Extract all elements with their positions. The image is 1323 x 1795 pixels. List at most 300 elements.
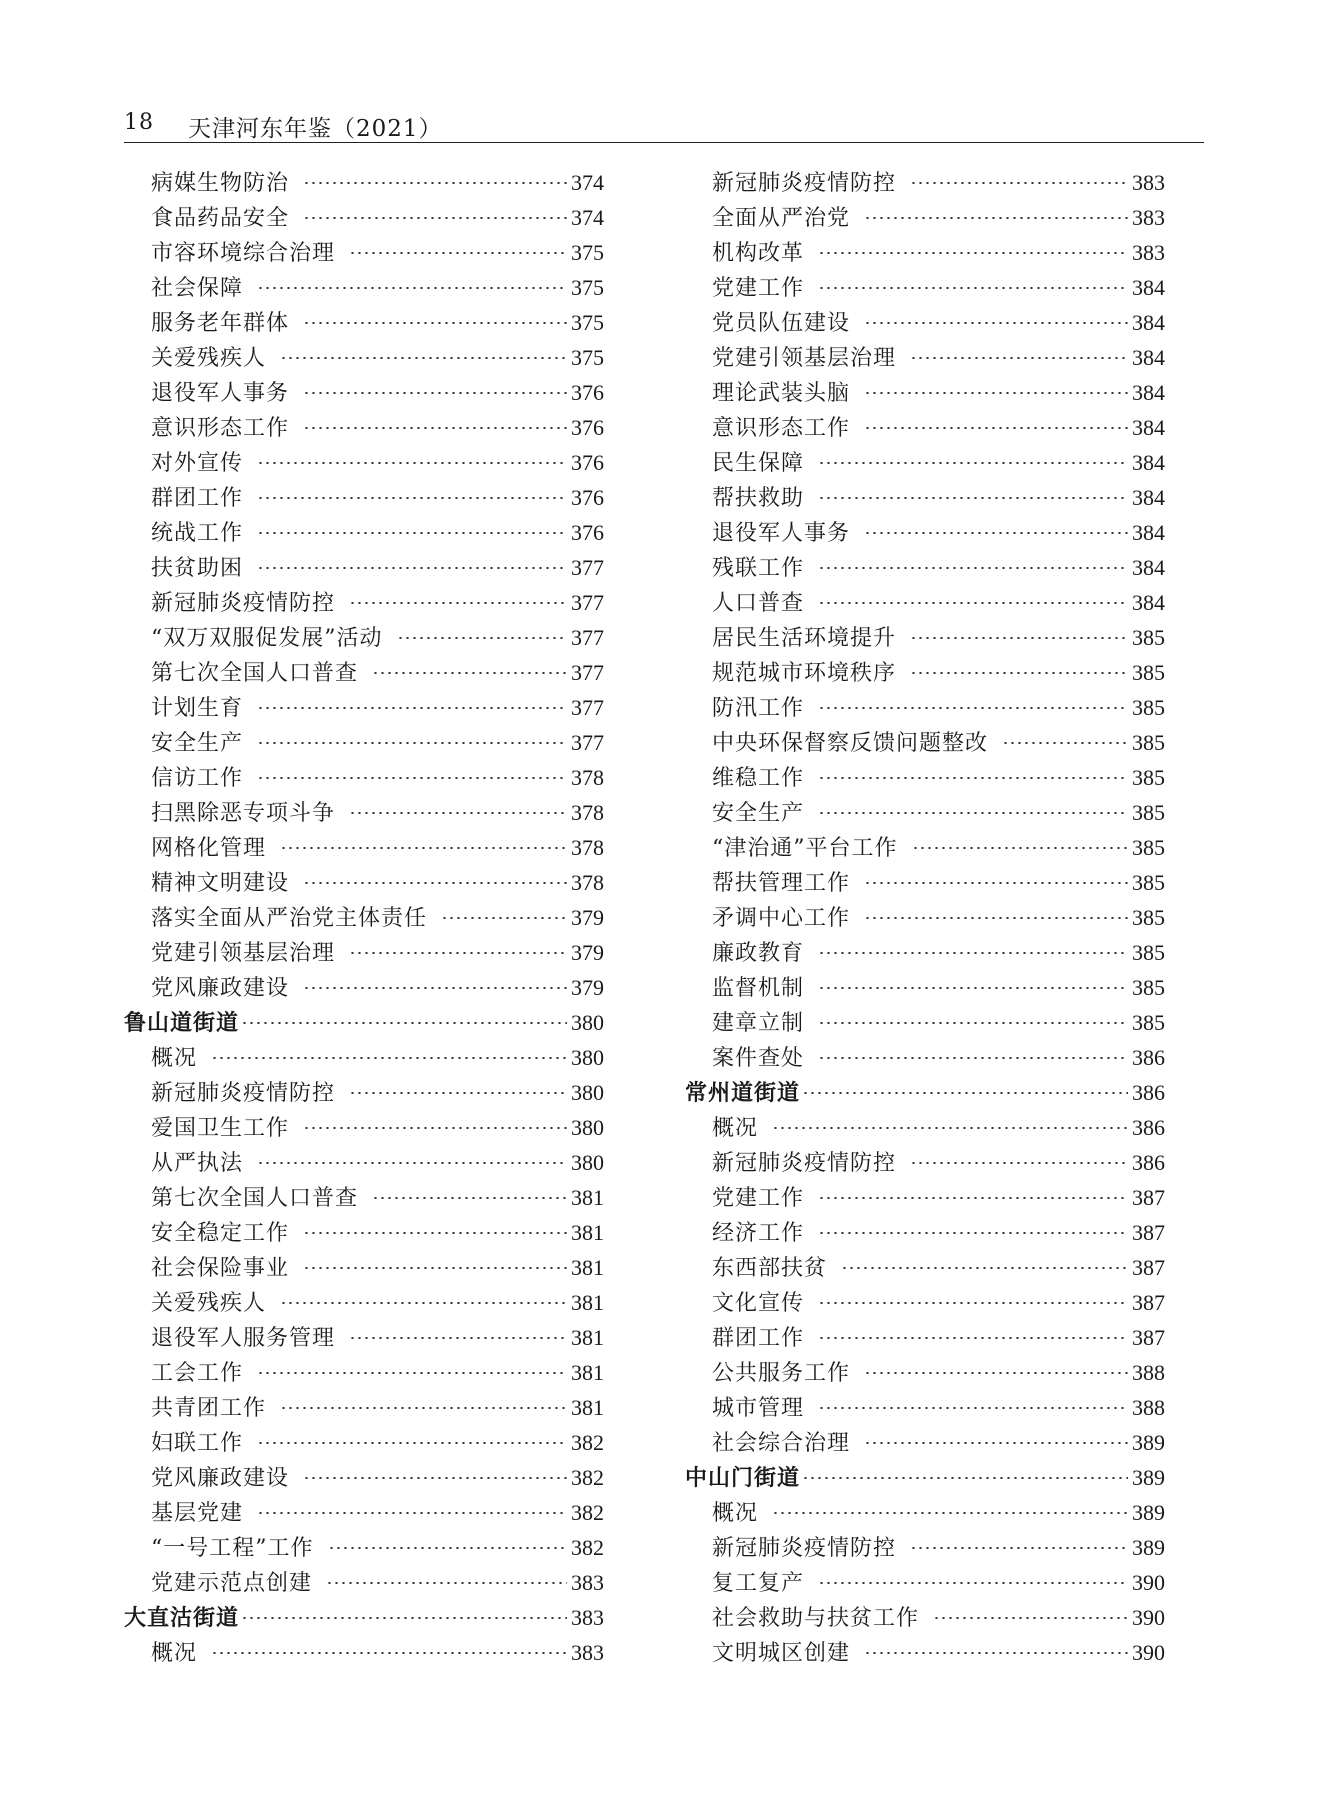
toc-entry-title: 群团工作	[151, 486, 244, 511]
toc-entry-title: 安全生产	[151, 731, 244, 756]
toc-entry-title: 党建引领基层治理	[151, 941, 336, 966]
dot-leader	[303, 392, 567, 394]
toc-entry-title: 妇联工作	[151, 1431, 244, 1456]
dot-leader	[864, 217, 1128, 219]
toc-entry[interactable]	[685, 1530, 1165, 1565]
toc-entry[interactable]	[685, 725, 1165, 760]
toc-entry[interactable]	[685, 480, 1165, 515]
toc-entry-page: 387	[1132, 1185, 1165, 1210]
toc-entry-page: 389	[1132, 1465, 1165, 1490]
toc-entry-page: 381	[571, 1255, 604, 1280]
toc-entry-title: 退役军人事务	[712, 521, 851, 546]
toc-entry-title: “一号工程”工作	[151, 1536, 314, 1561]
toc-entry[interactable]	[124, 1390, 604, 1425]
dot-leader	[328, 1547, 568, 1549]
toc-entry[interactable]	[124, 760, 604, 795]
dot-leader	[818, 252, 1128, 254]
toc-entry-page: 385	[1132, 765, 1165, 790]
toc-entry-page: 384	[1132, 380, 1165, 405]
toc-entry[interactable]	[124, 550, 604, 585]
toc-entry-title: “津治通”平台工作	[712, 836, 898, 861]
toc-entry[interactable]	[685, 1355, 1165, 1390]
toc-entry-title: 大直沽街道	[124, 1605, 240, 1631]
toc-entry-title: 统战工作	[151, 521, 244, 546]
toc-entry-title: 新冠肺炎疫情防控	[712, 1536, 897, 1561]
toc-entry[interactable]	[124, 445, 604, 480]
toc-entry[interactable]	[685, 1005, 1165, 1040]
toc-entry-page: 384	[1132, 520, 1165, 545]
toc-entry-page: 376	[571, 520, 604, 545]
toc-entry-page: 381	[571, 1325, 604, 1350]
dot-leader	[372, 672, 567, 674]
toc-entry-title: 安全生产	[712, 801, 805, 826]
toc-entry[interactable]	[685, 550, 1165, 585]
toc-entry-page: 381	[571, 1220, 604, 1245]
toc-entry[interactable]	[124, 1530, 604, 1565]
toc-entry-page: 384	[1132, 450, 1165, 475]
dot-leader	[818, 777, 1128, 779]
toc-entry[interactable]	[685, 935, 1165, 970]
toc-entry[interactable]	[124, 1495, 604, 1530]
dot-leader	[818, 812, 1128, 814]
toc-entry-title: 基层党建	[151, 1501, 244, 1526]
dot-leader	[864, 917, 1128, 919]
toc-entry-title: 第七次全国人口普查	[151, 661, 359, 686]
toc-entry[interactable]	[685, 445, 1165, 480]
dot-leader	[864, 392, 1128, 394]
dot-leader	[802, 1477, 1128, 1479]
toc-entry-page: 387	[1132, 1325, 1165, 1350]
page-number: 18	[124, 110, 154, 135]
toc-entry-page: 377	[571, 625, 604, 650]
toc-entry[interactable]	[685, 1320, 1165, 1355]
toc-entry-title: 工会工作	[151, 1361, 244, 1386]
dot-leader	[910, 182, 1128, 184]
toc-entry-page: 384	[1132, 590, 1165, 615]
dot-leader	[910, 637, 1128, 639]
toc-entry-title: 计划生育	[151, 696, 244, 721]
dot-leader	[818, 1337, 1128, 1339]
toc-entry-title: 复工复产	[712, 1571, 805, 1596]
toc-entry-page: 379	[571, 940, 604, 965]
toc-entry[interactable]	[124, 865, 604, 900]
toc-entry-page: 390	[1132, 1605, 1165, 1630]
toc-entry-page: 375	[571, 275, 604, 300]
toc-entry-page: 375	[571, 345, 604, 370]
toc-entry-title: 社会救助与扶贫工作	[712, 1606, 920, 1631]
toc-entry-title: 常州道街道	[685, 1080, 801, 1106]
toc-entry-title: 党员队伍建设	[712, 311, 851, 336]
toc-entry-page: 388	[1132, 1360, 1165, 1385]
toc-entry-page: 383	[571, 1605, 604, 1630]
dot-leader	[864, 1372, 1128, 1374]
toc-entry-title: 人口普查	[712, 591, 805, 616]
toc-entry-page: 384	[1132, 485, 1165, 510]
toc-entry-page: 375	[571, 310, 604, 335]
toc-entry-title: 服务老年群体	[151, 311, 290, 336]
toc-entry[interactable]	[124, 1320, 604, 1355]
dot-leader	[257, 1442, 567, 1444]
toc-entry-title: 中山门街道	[685, 1465, 801, 1491]
toc-entry[interactable]	[124, 1355, 604, 1390]
toc-entry-title: 居民生活环境提升	[712, 626, 897, 651]
toc-entry-title: 经济工作	[712, 1221, 805, 1246]
toc-entry[interactable]	[685, 235, 1165, 270]
toc-entry[interactable]	[685, 1040, 1165, 1075]
toc-entry[interactable]	[124, 340, 604, 375]
toc-entry-title: 民生保障	[712, 451, 805, 476]
toc-section-entry[interactable]	[685, 1460, 1165, 1495]
toc-entry-title: 共青团工作	[151, 1396, 267, 1421]
dot-leader	[303, 1232, 567, 1234]
dot-leader	[772, 1127, 1128, 1129]
toc-entry[interactable]	[124, 1145, 604, 1180]
toc-entry-page: 374	[571, 205, 604, 230]
toc-entry[interactable]	[124, 305, 604, 340]
dot-leader	[818, 497, 1128, 499]
toc-entry-page: 379	[571, 905, 604, 930]
toc-entry-page: 381	[571, 1395, 604, 1420]
toc-entry-page: 381	[571, 1185, 604, 1210]
dot-leader	[349, 602, 567, 604]
toc-entry-title: 对外宣传	[151, 451, 244, 476]
toc-entry-title: 概况	[712, 1501, 759, 1526]
dot-leader	[280, 1302, 567, 1304]
toc-entry-page: 385	[1132, 660, 1165, 685]
toc-entry[interactable]	[124, 1460, 604, 1495]
toc-entry-title: 理论武装头脑	[712, 381, 851, 406]
toc-entry-page: 385	[1132, 800, 1165, 825]
toc-entry-page: 378	[571, 870, 604, 895]
toc-entry-page: 384	[1132, 275, 1165, 300]
toc-entry-title: 规范城市环境秩序	[712, 661, 897, 686]
toc-entry[interactable]	[124, 1565, 604, 1600]
dot-leader	[910, 1162, 1128, 1164]
toc-entry[interactable]	[124, 1040, 604, 1075]
toc-entry-page: 388	[1132, 1395, 1165, 1420]
toc-entry-page: 376	[571, 415, 604, 440]
toc-entry-page: 384	[1132, 555, 1165, 580]
toc-entry[interactable]	[685, 1215, 1165, 1250]
toc-entry[interactable]	[685, 1110, 1165, 1145]
toc-entry[interactable]	[124, 235, 604, 270]
toc-entry[interactable]	[124, 830, 604, 865]
toc-entry-page: 385	[1132, 625, 1165, 650]
toc-entry-page: 380	[571, 1150, 604, 1175]
toc-entry[interactable]	[124, 200, 604, 235]
toc-entry[interactable]	[685, 515, 1165, 550]
toc-entry-page: 377	[571, 660, 604, 685]
toc-entry-page: 374	[571, 170, 604, 195]
toc-entry-page: 380	[571, 1045, 604, 1070]
toc-entry[interactable]	[685, 795, 1165, 830]
toc-entry-title: 病媒生物防治	[151, 171, 290, 196]
dot-leader	[257, 777, 567, 779]
toc-entry[interactable]	[685, 830, 1165, 865]
toc-entry[interactable]	[685, 1250, 1165, 1285]
dot-leader	[772, 1512, 1128, 1514]
toc-entry-title: 扫黑除恶专项斗争	[151, 801, 336, 826]
toc-entry[interactable]	[685, 1180, 1165, 1215]
dot-leader	[841, 1267, 1128, 1269]
toc-entry-page: 387	[1132, 1290, 1165, 1315]
dot-leader	[326, 1582, 567, 1584]
dot-leader	[910, 357, 1128, 359]
dot-leader	[303, 882, 567, 884]
dot-leader	[257, 1372, 567, 1374]
toc-entry[interactable]	[685, 585, 1165, 620]
toc-entry[interactable]	[124, 725, 604, 760]
toc-entry[interactable]	[685, 1635, 1165, 1670]
toc-entry[interactable]	[124, 1635, 604, 1670]
toc-entry-title: 食品药品安全	[151, 206, 290, 231]
dot-leader	[818, 987, 1128, 989]
toc-section-entry[interactable]	[124, 1600, 604, 1635]
toc-entry-page: 382	[571, 1500, 604, 1525]
toc-entry-page: 383	[1132, 205, 1165, 230]
toc-entry[interactable]	[124, 1250, 604, 1285]
toc-entry-title: 帮扶管理工作	[712, 871, 851, 896]
toc-entry-page: 390	[1132, 1570, 1165, 1595]
dot-leader	[303, 322, 567, 324]
dot-leader	[818, 287, 1128, 289]
toc-entry[interactable]	[124, 1110, 604, 1145]
toc-entry-page: 383	[1132, 170, 1165, 195]
dot-leader	[349, 1092, 567, 1094]
toc-entry-title: 机构改革	[712, 241, 805, 266]
toc-entry[interactable]	[685, 165, 1165, 200]
dot-leader	[257, 497, 567, 499]
toc-entry[interactable]	[685, 410, 1165, 445]
toc-entry-page: 390	[1132, 1640, 1165, 1665]
dot-leader	[372, 1197, 567, 1199]
dot-leader	[818, 952, 1128, 954]
toc-entry[interactable]	[685, 865, 1165, 900]
dot-leader	[818, 1302, 1128, 1304]
toc-entry-title: 概况	[151, 1046, 198, 1071]
dot-leader	[818, 1407, 1128, 1409]
toc-entry-title: “双万双服促发展”活动	[151, 626, 383, 651]
toc-entry[interactable]	[124, 795, 604, 830]
toc-entry[interactable]	[124, 1215, 604, 1250]
toc-entry-page: 377	[571, 590, 604, 615]
toc-entry[interactable]	[124, 585, 604, 620]
toc-entry-page: 382	[571, 1465, 604, 1490]
toc-entry-title: 概况	[712, 1116, 759, 1141]
toc-entry-title: 建章立制	[712, 1011, 805, 1036]
toc-entry[interactable]	[124, 515, 604, 550]
toc-entry[interactable]	[685, 900, 1165, 935]
toc-entry-title: 新冠肺炎疫情防控	[712, 1151, 897, 1176]
toc-entry[interactable]	[685, 1600, 1165, 1635]
toc-section-entry[interactable]	[685, 1075, 1165, 1110]
dot-leader	[864, 322, 1128, 324]
dot-leader	[211, 1057, 567, 1059]
dot-leader	[303, 427, 567, 429]
toc-entry-title: 意识形态工作	[712, 416, 851, 441]
toc-entry-page: 386	[1132, 1080, 1165, 1105]
dot-leader	[349, 252, 567, 254]
toc-entry-title: 新冠肺炎疫情防控	[151, 1081, 336, 1106]
toc-entry-page: 383	[1132, 240, 1165, 265]
toc-entry[interactable]	[124, 690, 604, 725]
toc-entry-page: 385	[1132, 835, 1165, 860]
toc-entry[interactable]	[124, 655, 604, 690]
toc-entry[interactable]	[685, 1145, 1165, 1180]
toc-entry-page: 385	[1132, 940, 1165, 965]
book-title: 天津河东年鉴（2021）	[188, 116, 443, 142]
toc-entry[interactable]	[124, 900, 604, 935]
toc-entry-title: 退役军人服务管理	[151, 1326, 336, 1351]
toc-entry[interactable]	[124, 165, 604, 200]
toc-entry-page: 385	[1132, 1010, 1165, 1035]
dot-leader	[818, 567, 1128, 569]
dot-leader	[241, 1022, 567, 1024]
toc-entry-page: 377	[571, 695, 604, 720]
dot-leader	[303, 1477, 567, 1479]
toc-entry-page: 385	[1132, 905, 1165, 930]
toc-entry-title: 全面从严治党	[712, 206, 851, 231]
toc-left-column	[124, 165, 604, 1670]
dot-leader	[818, 1582, 1128, 1584]
toc-entry-title: 信访工作	[151, 766, 244, 791]
dot-leader	[910, 1547, 1128, 1549]
dot-leader	[211, 1652, 567, 1654]
toc-entry-page: 385	[1132, 730, 1165, 755]
dot-leader	[303, 1267, 567, 1269]
toc-entry-page: 380	[571, 1080, 604, 1105]
dot-leader	[864, 532, 1128, 534]
toc-entry-title: 残联工作	[712, 556, 805, 581]
toc-entry[interactable]	[685, 1285, 1165, 1320]
toc-entry[interactable]	[685, 200, 1165, 235]
toc-entry[interactable]	[124, 1180, 604, 1215]
dot-leader	[241, 1617, 567, 1619]
toc-entry[interactable]	[124, 480, 604, 515]
toc-entry-title: 落实全面从严治党主体责任	[151, 906, 428, 931]
dot-leader	[441, 917, 567, 919]
toc-entry[interactable]	[685, 1495, 1165, 1530]
toc-entry-page: 378	[571, 800, 604, 825]
toc-entry-title: 精神文明建设	[151, 871, 290, 896]
dot-leader	[257, 1162, 567, 1164]
toc-entry[interactable]	[685, 1565, 1165, 1600]
toc-entry-page: 380	[571, 1115, 604, 1140]
toc-entry-title: 网格化管理	[151, 836, 267, 861]
toc-entry[interactable]	[124, 935, 604, 970]
toc-entry-page: 376	[571, 485, 604, 510]
toc-entry-page: 386	[1132, 1150, 1165, 1175]
dot-leader	[303, 1127, 567, 1129]
toc-entry-title: 退役军人事务	[151, 381, 290, 406]
toc-entry-page: 378	[571, 765, 604, 790]
toc-entry[interactable]	[685, 305, 1165, 340]
toc-entry-title: 城市管理	[712, 1396, 805, 1421]
dot-leader	[912, 847, 1129, 849]
dot-leader	[280, 357, 567, 359]
toc-entry-page: 375	[571, 240, 604, 265]
toc-entry[interactable]	[685, 340, 1165, 375]
toc-entry[interactable]	[124, 970, 604, 1005]
toc-entry-title: 东西部扶贫	[712, 1256, 828, 1281]
toc-entry-title: 安全稳定工作	[151, 1221, 290, 1246]
dot-leader	[349, 1337, 567, 1339]
toc-entry[interactable]	[124, 1285, 604, 1320]
toc-entry-page: 385	[1132, 870, 1165, 895]
toc-entry[interactable]	[685, 690, 1165, 725]
toc-entry-title: 帮扶救助	[712, 486, 805, 511]
toc-entry-title: 关爱残疾人	[151, 346, 267, 371]
toc-entry-title: 矛调中心工作	[712, 906, 851, 931]
dot-leader	[257, 742, 567, 744]
dot-leader	[864, 1652, 1128, 1654]
toc-entry-page: 386	[1132, 1045, 1165, 1070]
dot-leader	[257, 462, 567, 464]
toc-entry[interactable]	[124, 410, 604, 445]
toc-entry-title: 鲁山道街道	[124, 1010, 240, 1036]
dot-leader	[818, 1022, 1128, 1024]
toc-entry[interactable]	[685, 375, 1165, 410]
toc-entry-page: 377	[571, 555, 604, 580]
toc-entry-title: 公共服务工作	[712, 1361, 851, 1386]
page-header	[124, 108, 1204, 143]
toc-entry-title: 意识形态工作	[151, 416, 290, 441]
dot-leader	[303, 182, 567, 184]
toc-entry-page: 384	[1132, 345, 1165, 370]
toc-entry-title: 扶贫助困	[151, 556, 244, 581]
toc-entry-title: 文明城区创建	[712, 1641, 851, 1666]
toc-entry-title: 概况	[151, 1641, 198, 1666]
toc-entry-page: 386	[1132, 1115, 1165, 1140]
toc-entry[interactable]	[124, 620, 604, 655]
dot-leader	[349, 952, 567, 954]
toc-entry[interactable]	[124, 1075, 604, 1110]
toc-entry-page: 387	[1132, 1255, 1165, 1280]
dot-leader	[933, 1617, 1128, 1619]
toc-entry[interactable]	[124, 375, 604, 410]
toc-entry[interactable]	[685, 970, 1165, 1005]
toc-entry[interactable]	[685, 760, 1165, 795]
dot-leader	[257, 532, 567, 534]
toc-entry-title: 党建工作	[712, 1186, 805, 1211]
toc-entry[interactable]	[685, 655, 1165, 690]
dot-leader	[864, 882, 1128, 884]
toc-entry-title: 党建示范点创建	[151, 1571, 313, 1596]
toc-entry-title: 爱国卫生工作	[151, 1116, 290, 1141]
toc-entry-page: 377	[571, 730, 604, 755]
toc-entry[interactable]	[685, 270, 1165, 305]
toc-entry-title: 文化宣传	[712, 1291, 805, 1316]
toc-entry-title: 社会保障	[151, 276, 244, 301]
dot-leader	[818, 1232, 1128, 1234]
toc-entry-title: 社会综合治理	[712, 1431, 851, 1456]
toc-entry-title: 社会保险事业	[151, 1256, 290, 1281]
toc-entry[interactable]	[124, 270, 604, 305]
toc-entry-page: 384	[1132, 415, 1165, 440]
toc-entry[interactable]	[685, 1425, 1165, 1460]
toc-entry-page: 379	[571, 975, 604, 1000]
dot-leader	[1002, 742, 1128, 744]
toc-entry[interactable]	[685, 620, 1165, 655]
toc-entry[interactable]	[685, 1390, 1165, 1425]
toc-entry-page: 382	[571, 1430, 604, 1455]
toc-entry-page: 387	[1132, 1220, 1165, 1245]
toc-entry-page: 389	[1132, 1535, 1165, 1560]
toc-section-entry[interactable]	[124, 1005, 604, 1040]
toc-entry-title: 党建引领基层治理	[712, 346, 897, 371]
toc-entry[interactable]	[124, 1425, 604, 1460]
toc-entry-page: 382	[571, 1535, 604, 1560]
